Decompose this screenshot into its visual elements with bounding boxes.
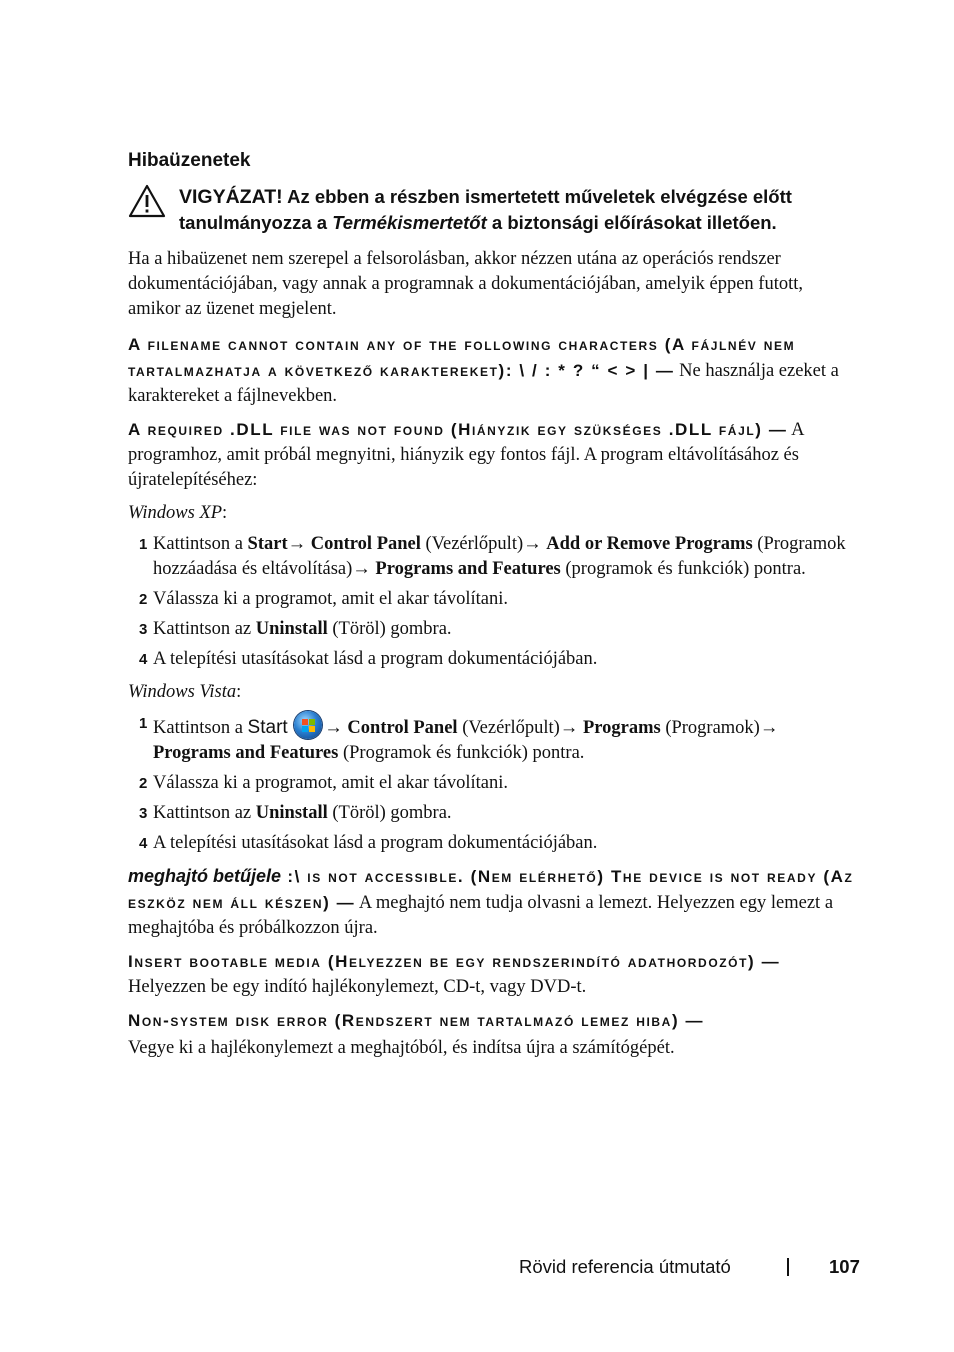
error-title: A required .DLL file was not found (Hiányzik egy szükséges .DLL fájl) — [128, 420, 788, 439]
step-text: (Vezérlőpult)→ [420, 534, 547, 554]
uninstall-label: Uninstall [255, 803, 328, 823]
caution-text-2: a biztonsági előírásokat illetően. [486, 212, 777, 233]
step-text: Kattintson az [153, 619, 256, 639]
caution-word: VIGYÁZAT! [179, 186, 283, 208]
start-label: Start [247, 534, 288, 554]
orb-pane-icon [309, 719, 315, 725]
error-description: Helyezzen be egy indító hajlékonylemezt, CD-t, vagy DVD-t. [128, 977, 587, 997]
list-item [128, 771, 856, 796]
step-text: Kattintson a [153, 718, 248, 738]
control-panel-label: Control Panel [347, 718, 458, 738]
control-panel-label: Control Panel [310, 534, 421, 554]
list-item [128, 711, 856, 766]
step-text: A telepítési utasításokat lásd a program dokumentációjában. [153, 649, 598, 669]
arrow: → [324, 718, 348, 738]
programs-features-label: Programs and Features [375, 559, 561, 579]
list-item [128, 801, 856, 826]
os-name: Windows Vista [128, 682, 237, 702]
os-label-vista [128, 680, 856, 705]
step-number: 3 [139, 805, 148, 822]
add-remove-programs-label: Add or Remove Programs [546, 534, 753, 554]
xp-steps [128, 532, 856, 672]
step-number: 2 [139, 591, 148, 608]
error-entry-drive [128, 864, 856, 941]
footer-separator [787, 1258, 789, 1276]
error-entry-dll [128, 417, 856, 493]
error-entry-filename [128, 332, 856, 409]
page-content [128, 150, 856, 1071]
uninstall-label: Uninstall [255, 619, 328, 639]
list-item [128, 831, 856, 856]
error-title-text: :\ is not accessible. (Nem elérhető) The device is not ready (Az eszköz nem áll készen) — [128, 867, 854, 912]
list-item [128, 617, 856, 642]
error-title: A filename cannot contain any of the following characters (A fájlnév nem tartalmazhatja a következő karaktereket): \ / : * ? “ < > | — [128, 335, 796, 380]
os-name: Windows XP [128, 503, 223, 523]
vista-steps [128, 711, 856, 856]
orb-pane-icon [302, 719, 308, 725]
drive-letter-placeholder: meghajtó betűjele [128, 866, 282, 886]
error-description: A programhoz, amit próbál megnyitni, hiányzik egy fontos fájl. A program eltávolításához és újratelepítéséhez: [128, 420, 804, 490]
caution-doc-reference: Termékismertetőt [332, 212, 487, 233]
step-number: 2 [139, 775, 148, 792]
error-title: Insert bootable media (Helyezzen be egy rendszerindító adathordozót) — [128, 952, 781, 971]
step-text: (Programok és funkciók) pontra. [338, 743, 585, 763]
windows-start-orb-icon [294, 711, 322, 739]
step-text: Kattintson a [153, 534, 248, 554]
os-colon: : [222, 503, 228, 523]
step-text: Válassza ki a programot, amit el akar távolítani. [153, 773, 508, 793]
error-entry-boot [128, 949, 856, 1000]
start-label: Start [247, 717, 288, 738]
programs-label: Programs [582, 718, 661, 738]
step-text: (Vezérlőpult)→ [457, 718, 583, 738]
error-description: Ne használja ezeket a karaktereket a fájlnevekben. [128, 361, 839, 406]
programs-features-label: Programs and Features [153, 743, 339, 763]
os-colon: : [236, 682, 242, 702]
warning-triangle-icon [128, 184, 166, 218]
step-number: 1 [139, 536, 148, 553]
step-number: 4 [139, 651, 148, 668]
list-item [128, 532, 856, 582]
arrow: → [287, 534, 311, 554]
step-text: A telepítési utasításokat lásd a program dokumentációjában. [153, 833, 598, 853]
intro-paragraph: Ha a hibaüzenet nem szerepel a felsorolásban, akkor nézzen utána az operációs rendszer dokumentációjában, vagy annak a programnak a dokumentációjában, amelyik éppen futott, amikor az üzenet megjelent. [128, 249, 804, 319]
step-text: Válassza ki a programot, amit el akar távolítani. [153, 589, 508, 609]
caution-notice [128, 184, 856, 235]
error-description: Vegye ki a hajlékonylemezt a meghajtóból, és indítsa újra a számítógépét. [128, 1038, 675, 1058]
error-title: Non-system disk error (Rendszert nem tartalmazó lemez hiba) — [128, 1011, 705, 1030]
step-text: (Programok hozzáadása és eltávolítása)→ [153, 534, 846, 579]
list-item [128, 647, 856, 672]
error-entry-nonsystem [128, 1008, 856, 1034]
step-text: (programok és funkciók) pontra. [560, 559, 806, 579]
step-text: Kattintson az [153, 803, 256, 823]
step-number: 3 [139, 621, 148, 638]
step-text: (Töröl) gombra. [327, 619, 452, 639]
os-label-xp [128, 501, 856, 526]
page-number: 107 [829, 1256, 860, 1277]
step-text: (Programok)→ [660, 718, 779, 738]
step-text: (Töröl) gombra. [327, 803, 452, 823]
section-title: Hibaüzenetek [128, 150, 251, 171]
footer-title: Rövid referencia útmutató [519, 1256, 731, 1277]
step-number: 4 [139, 835, 148, 852]
list-item [128, 587, 856, 612]
caution-text-1: Az ebben a részben ismertetett műveletek elvégzése előtt tanulmányozza a [179, 186, 792, 233]
step-number: 1 [139, 715, 148, 732]
orb-pane-icon [302, 726, 308, 732]
error-description: A meghajtó nem tudja olvasni a lemezt. Helyezzen egy lemezt a meghajtóba és próbálkozzon újra. [128, 893, 834, 938]
orb-pane-icon [309, 726, 315, 732]
